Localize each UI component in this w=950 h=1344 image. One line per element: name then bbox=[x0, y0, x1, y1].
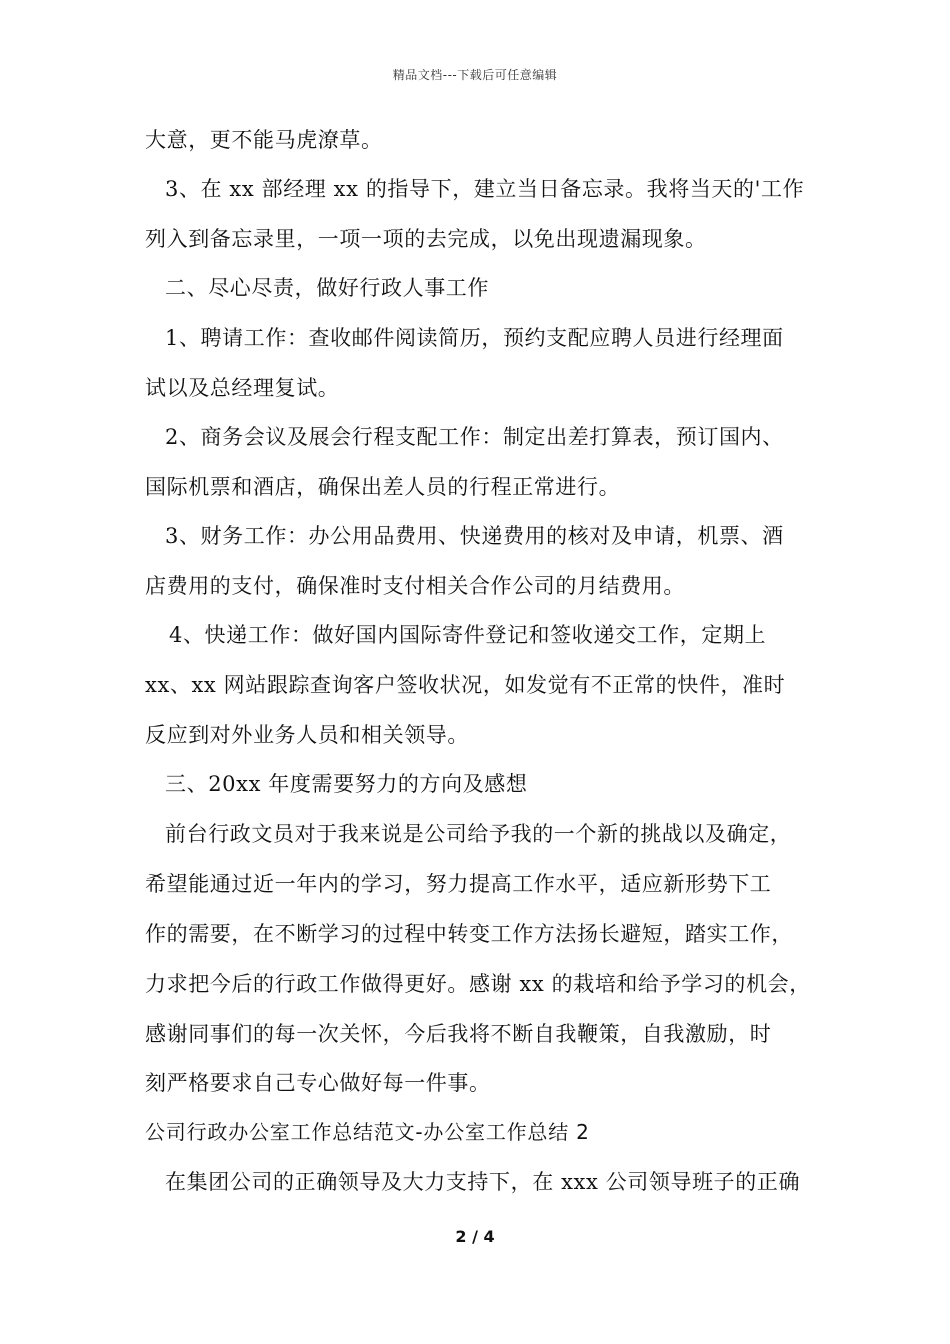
body-line: 1、聘请工作：查收邮件阅读简历，预约支配应聘人员进行经理面 bbox=[165, 326, 784, 350]
body-line: 3、财务工作：办公用品费用、快递费用的核对及申请，机票、酒 bbox=[165, 524, 784, 548]
document-body bbox=[145, 124, 825, 1198]
body-line: 反应到对外业务人员和相关领导。 bbox=[145, 723, 469, 747]
body-line: 前台行政文员对于我来说是公司给予我的一个新的挑战以及确定， bbox=[165, 822, 792, 846]
body-line: 3、在 xx 部经理 xx 的指导下，建立当日备忘录。我将当天的'工作 bbox=[165, 177, 805, 201]
section-heading: 三、20xx 年度需要努力的方向及感想 bbox=[165, 772, 528, 796]
page-header: 精品文档---下载后可任意编辑 bbox=[392, 68, 558, 82]
body-line: 刻严格要求自己专心做好每一件事。 bbox=[145, 1071, 491, 1095]
body-line: 试以及总经理复试。 bbox=[145, 376, 340, 400]
body-line: 国际机票和酒店，确保出差人员的行程正常进行。 bbox=[145, 475, 621, 499]
body-line: 店费用的支付，确保准时支付相关合作公司的月结费用。 bbox=[145, 574, 685, 598]
page-number: 2 / 4 bbox=[455, 1227, 495, 1246]
section-heading: 二、尽心尽责，做好行政人事工作 bbox=[165, 276, 489, 300]
body-line: 4、快递工作：做好国内国际寄件登记和签收递交工作，定期上 bbox=[169, 623, 767, 647]
body-line: xx、xx 网站跟踪查询客户签收状况，如发觉有不正常的快件，准时 bbox=[145, 673, 786, 697]
body-line: 希望能通过近一年内的学习，努力提高工作水平，适应新形势下工 bbox=[145, 872, 772, 896]
body-line: 力求把今后的行政工作做得更好。感谢 xx 的栽培和给予学习的机会， bbox=[145, 972, 811, 996]
body-line: 列入到备忘录里，一项一项的去完成，以免出现遗漏现象。 bbox=[145, 227, 707, 251]
body-line: 作的需要，在不断学习的过程中转变工作方法扬长避短，踏实工作， bbox=[145, 922, 793, 946]
body-line: 2、商务会议及展会行程支配工作：制定出差打算表，预订国内、 bbox=[165, 425, 784, 449]
body-line: 在集团公司的正确领导及大力支持下，在 xxx 公司领导班子的正确 bbox=[165, 1170, 801, 1194]
body-line: 感谢同事们的每一次关怀，今后我将不断自我鞭策，自我激励，时 bbox=[145, 1022, 772, 1046]
body-line: 大意，更不能马虎潦草。 bbox=[145, 128, 383, 152]
article-title: 公司行政办公室工作总结范文-办公室工作总结 2 bbox=[145, 1120, 590, 1144]
